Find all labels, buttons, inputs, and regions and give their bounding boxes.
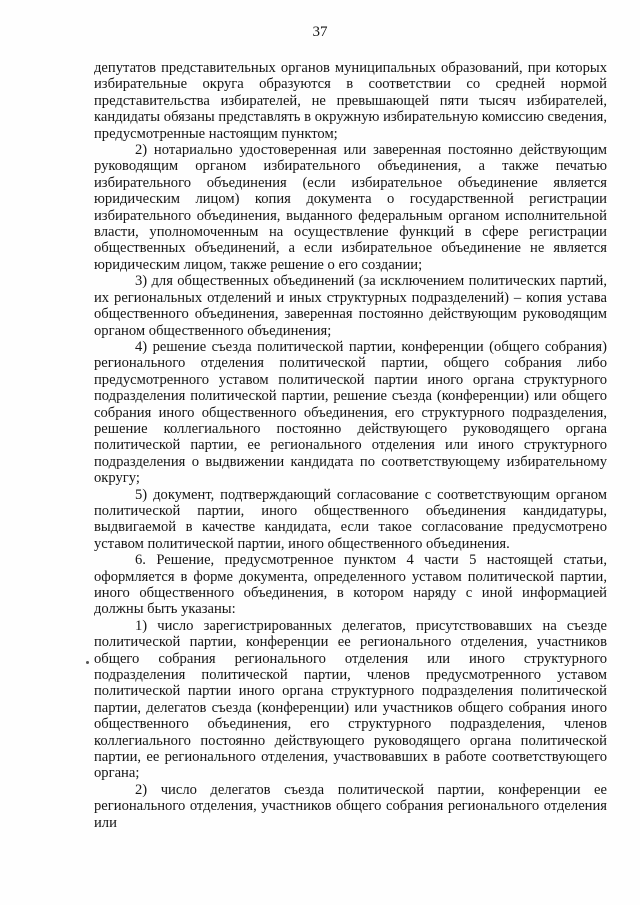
paragraph-item-5: 5) документ, подтверждающий согласование с соответствующим органом политической партии, иного общественного объединения кандидатуры, выдвигаемой в качестве кандидата, если такое согласование предусмотрено уставом политической партии, иного общественного объединения. — [94, 486, 607, 552]
paragraph-item-3: 3) для общественных объединений (за исключением политических партий, их региональных отделений и иных структурных подразделений) – копия устава общественного объединения, заверенная постоянно действующим руководящим органом общественного объединения; — [94, 273, 607, 339]
paragraph-item-2: 2) нотариально удостоверенная или заверенная постоянно действующим руководящим органом избирательного объединения, а также печатью избирательного объединения (если избирательное объединение является юридическим лицом) копия документа о государственной регистрации избирательного объединения, выданного федеральным органом исполнительной власти, уполномоченным на осуществление функций в сфере регистрации общественных объединений, а если избирательное объединение не является юридическим лицом, также решение о его создании; — [94, 142, 607, 273]
scan-artifact-dot — [86, 661, 89, 664]
paragraph-section-6: 6. Решение, предусмотренное пунктом 4 части 5 настоящей статьи, оформляется в форме документа, определенного уставом политической партии, иного общественного объединения, в котором наряду с иной информацией должны быть указаны: — [94, 552, 607, 618]
document-body — [94, 60, 607, 831]
paragraph-item-4: 4) решение съезда политической партии, конференции (общего собрания) регионального отделения политической партии, общего собрания либо предусмотренного уставом политической партии иного органа структурного подразделения политической партии, решение съезда (конференции) или общего собрания иного общественного объединения, его структурного подразделения, решение коллегиального постоянно действующего руководящего органа политической партии, ее регионального отделения или иного структурного подразделения о выдвижении кандидата по соответствующему избирательному округу; — [94, 338, 607, 487]
paragraph-continuation: депутатов представительных органов муниципальных образований, при которых избирательные округа образуются в соответствии со средней нормой представительства избирателей, не превышающей пяти тысяч избирателей, кандидаты обязаны представлять в окружную избирательную комиссию сведения, предусмотренные настоящим пунктом; — [94, 60, 607, 142]
paragraph-subitem-2: 2) число делегатов съезда политической партии, конференции ее регионального отделения, участников общего собрания регионального отделения или — [94, 781, 607, 831]
paragraph-subitem-1: 1) число зарегистрированных делегатов, присутствовавших на съезде политической партии, конференции ее регионального отделения, участников общего собрания регионального отделения или иного структурного подразделения политической партии, членов предусмотренного уставом политической партии иного органа структурного подразделения политической партии, делегатов съезда (конференции) или участников общего собрания иного общественного объединения, его структурного подразделения, членов коллегиального постоянно действующего руководящего органа политической партии, ее регионального отделения, участвовавших в работе соответствующего органа; — [94, 617, 607, 782]
page-number: 37 — [312, 24, 328, 40]
